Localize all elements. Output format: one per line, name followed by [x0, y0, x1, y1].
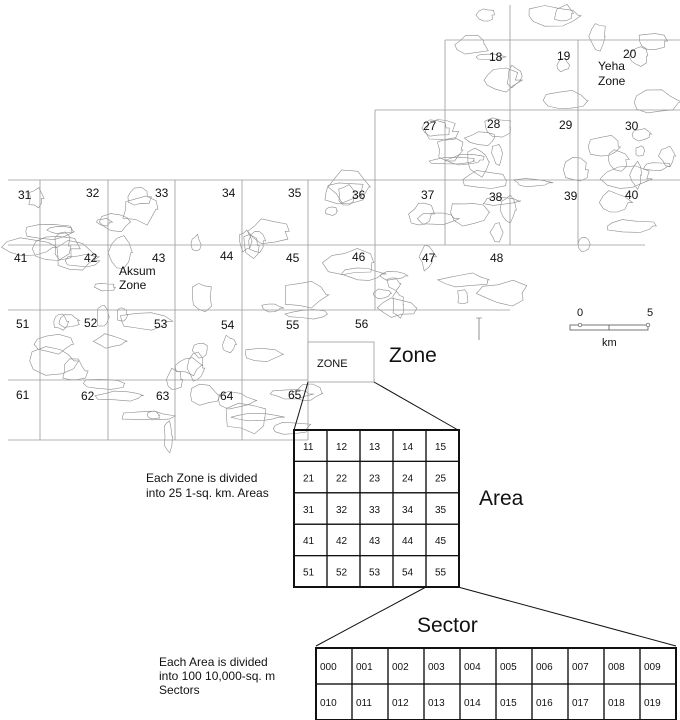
sector-cell-label: 011: [356, 698, 372, 709]
sector-cell-label: 001: [356, 662, 373, 673]
sector-cell-label: 007: [572, 662, 589, 673]
sector-cell-label: 018: [608, 698, 625, 709]
sector-cell-label: 005: [500, 662, 517, 673]
contour-line: [659, 146, 676, 167]
contour-line: [476, 280, 526, 306]
zone-number: 39: [564, 189, 578, 203]
contour-line: [248, 219, 289, 244]
contour-line: [32, 236, 80, 260]
area-cell-label: 45: [435, 536, 447, 548]
contour-line: [240, 230, 253, 252]
sector-cell-label: 019: [644, 698, 661, 709]
contour-line: [97, 218, 113, 226]
area-cell-label: 23: [369, 473, 381, 485]
sector-cell-label: 009: [644, 662, 661, 673]
contour-line: [455, 35, 489, 54]
contour-line: [630, 161, 642, 189]
contour-line: [192, 343, 207, 358]
contour-line: [246, 349, 284, 362]
zone-number: 33: [155, 186, 169, 200]
contour-line: [2, 238, 58, 256]
area-cell-label: 15: [435, 442, 447, 453]
contour-line: [492, 144, 503, 165]
contour-line: [563, 158, 588, 182]
contour-line: [63, 359, 88, 380]
sector-note-line: Each Area is divided: [159, 655, 268, 669]
area-cell-label: 51: [303, 567, 315, 579]
area-cell-label: 44: [402, 536, 414, 548]
contour-line: [223, 335, 237, 352]
scale-bar-end: 5: [647, 307, 654, 319]
area-cell-label: 42: [336, 536, 348, 548]
contour-line: [244, 235, 259, 259]
contour-line: [636, 146, 645, 156]
contour-line: [231, 414, 285, 421]
scale-bar: [570, 307, 653, 349]
zone-number: 32: [86, 186, 100, 200]
area-cell-label: 21: [303, 473, 315, 485]
scale-bar-unit: km: [602, 337, 617, 349]
area-cell-label: 52: [336, 567, 348, 579]
contour-line: [93, 334, 127, 349]
area-cell-label: 43: [369, 536, 381, 548]
sector-grid: [316, 648, 676, 720]
zone-number: 37: [421, 188, 435, 202]
contour-line: [373, 289, 391, 299]
contour-line: [458, 290, 468, 304]
contour-line: [99, 214, 130, 232]
zone-number: 43: [152, 251, 166, 265]
contour-line: [634, 90, 680, 113]
area-cell-label: 55: [435, 567, 447, 579]
sector-cell-label: 012: [392, 698, 409, 709]
zone-number: 42: [84, 251, 98, 265]
zone-number: 63: [156, 389, 170, 403]
contour-line: [191, 384, 221, 405]
sector-cell-label: 016: [536, 698, 553, 709]
area-cell-label: 34: [402, 504, 414, 516]
contour-line: [192, 283, 211, 311]
zone-number: 40: [625, 188, 639, 202]
sector-cell-label: 017: [572, 698, 589, 709]
zone-number: 45: [286, 251, 300, 265]
zone-number: 47: [422, 251, 436, 265]
contour-line: [322, 249, 373, 275]
contour-line: [644, 163, 671, 171]
contour-line: [608, 220, 657, 233]
contour-line: [588, 135, 620, 156]
area-note-line: Each Zone is divided: [146, 471, 258, 485]
contour-line: [325, 207, 337, 216]
zone-number: 44: [220, 249, 234, 263]
contour-line: [164, 421, 172, 453]
contour-line: [273, 422, 310, 434]
zone-number: 65: [288, 388, 302, 402]
sector-cell-label: 000: [320, 662, 337, 673]
zone-number: 30: [625, 119, 639, 133]
sector-cell-label: 002: [392, 662, 409, 673]
zone-number: 19: [557, 49, 571, 63]
area-cell-label: 11: [303, 442, 314, 453]
area-callout: [316, 587, 676, 646]
contour-line: [30, 347, 79, 376]
area-heading: Area: [479, 487, 524, 510]
contour-line: [262, 304, 284, 312]
contour-line: [54, 314, 69, 330]
zone-number: 36: [352, 188, 366, 202]
contour-line: [639, 34, 668, 50]
contour-line: [59, 315, 80, 328]
area-cell-label: 12: [336, 442, 348, 453]
zone-number: 62: [81, 389, 95, 403]
area-cell-label: 24: [402, 473, 414, 485]
yeha-zone-label: Zone: [598, 74, 626, 88]
contour-line: [226, 403, 266, 434]
zone-number: 64: [220, 389, 234, 403]
area-cell-label: 35: [435, 504, 447, 516]
scale-bar-start: 0: [577, 307, 584, 319]
zone-number: 27: [423, 119, 437, 133]
zone-number: 38: [489, 190, 503, 204]
area-cell-label: 14: [402, 442, 414, 453]
sector-cell-label: 008: [608, 662, 625, 673]
zone-number: 18: [489, 50, 503, 64]
area-cell-label: 13: [369, 442, 381, 453]
sector-cell-label: 004: [464, 662, 481, 673]
aksum-zone-label: Aksum: [119, 264, 156, 278]
contour-line: [543, 90, 588, 108]
contour-line: [341, 268, 386, 281]
zone-box-label: ZONE: [317, 358, 348, 370]
area-cell-label: 54: [402, 567, 414, 579]
area-cell-label: 33: [369, 504, 381, 516]
area-cell-label: 22: [336, 473, 348, 485]
contour-line: [600, 166, 652, 189]
contour-line: [95, 391, 144, 401]
contour-line: [490, 223, 503, 242]
zone-number: 51: [16, 317, 30, 331]
contour-line: [95, 283, 116, 291]
sector-cell-label: 010: [320, 698, 337, 709]
contour-line: [55, 232, 71, 260]
sector-cell-label: 013: [428, 698, 445, 709]
contour-line: [377, 298, 417, 317]
sector-note-line: Sectors: [159, 683, 200, 697]
contour-line: [285, 281, 329, 308]
sector-cell-label: 006: [536, 662, 553, 673]
sector-heading: Sector: [417, 614, 478, 637]
contour-line: [191, 234, 201, 250]
zone-number: 34: [222, 186, 236, 200]
zone-number: 31: [18, 188, 32, 202]
area-cell-label: 32: [336, 504, 348, 516]
contour-line: [555, 4, 574, 21]
contour-line: [98, 305, 110, 326]
contour-line: [187, 352, 205, 381]
contour-line: [128, 187, 151, 205]
sector-cell-label: 014: [464, 698, 481, 709]
contour-line: [380, 272, 408, 281]
zone-number: 53: [154, 317, 168, 331]
contour-line: [476, 9, 495, 21]
yeha-zone-label: Yeha: [598, 59, 625, 73]
area-cell-label: 53: [369, 567, 381, 579]
zone-heading: Zone: [389, 344, 437, 367]
zone-number: 48: [490, 251, 504, 265]
sector-cell-label: 015: [500, 698, 517, 709]
zone-number: 29: [559, 118, 573, 132]
contour-line: [589, 24, 606, 51]
zone-number: 56: [355, 317, 369, 331]
contour-line: [446, 154, 484, 165]
north-arrow-icon: [476, 318, 482, 340]
contour-line: [83, 379, 125, 389]
zone-number: 52: [84, 316, 98, 330]
zone-number: 35: [288, 186, 302, 200]
contour-line: [578, 237, 590, 252]
zone-number: 61: [16, 388, 30, 402]
contour-line: [409, 203, 435, 225]
zone-number: 46: [352, 250, 366, 264]
area-cell-label: 25: [435, 473, 447, 485]
sector-note-line: into 100 10,000-sq. m: [159, 669, 276, 683]
area-grid: [294, 430, 459, 587]
contour-line: [438, 273, 490, 287]
zone-number: 28: [487, 117, 501, 131]
aksum-zone-label: Zone: [119, 278, 147, 292]
area-cell-label: 41: [303, 536, 315, 548]
zone-number: 55: [286, 318, 300, 332]
area-note-line: into 25 1-sq. km. Areas: [146, 486, 269, 500]
contour-line: [451, 203, 490, 226]
zone-number: 20: [623, 47, 637, 61]
contour-line: [608, 150, 629, 172]
contour-line: [47, 226, 72, 233]
zone-number: 41: [14, 251, 28, 265]
contour-line: [468, 148, 490, 177]
zone-number: 54: [221, 318, 235, 332]
sector-cell-label: 003: [428, 662, 445, 673]
contour-line: [484, 68, 522, 92]
area-cell-label: 31: [303, 504, 315, 516]
